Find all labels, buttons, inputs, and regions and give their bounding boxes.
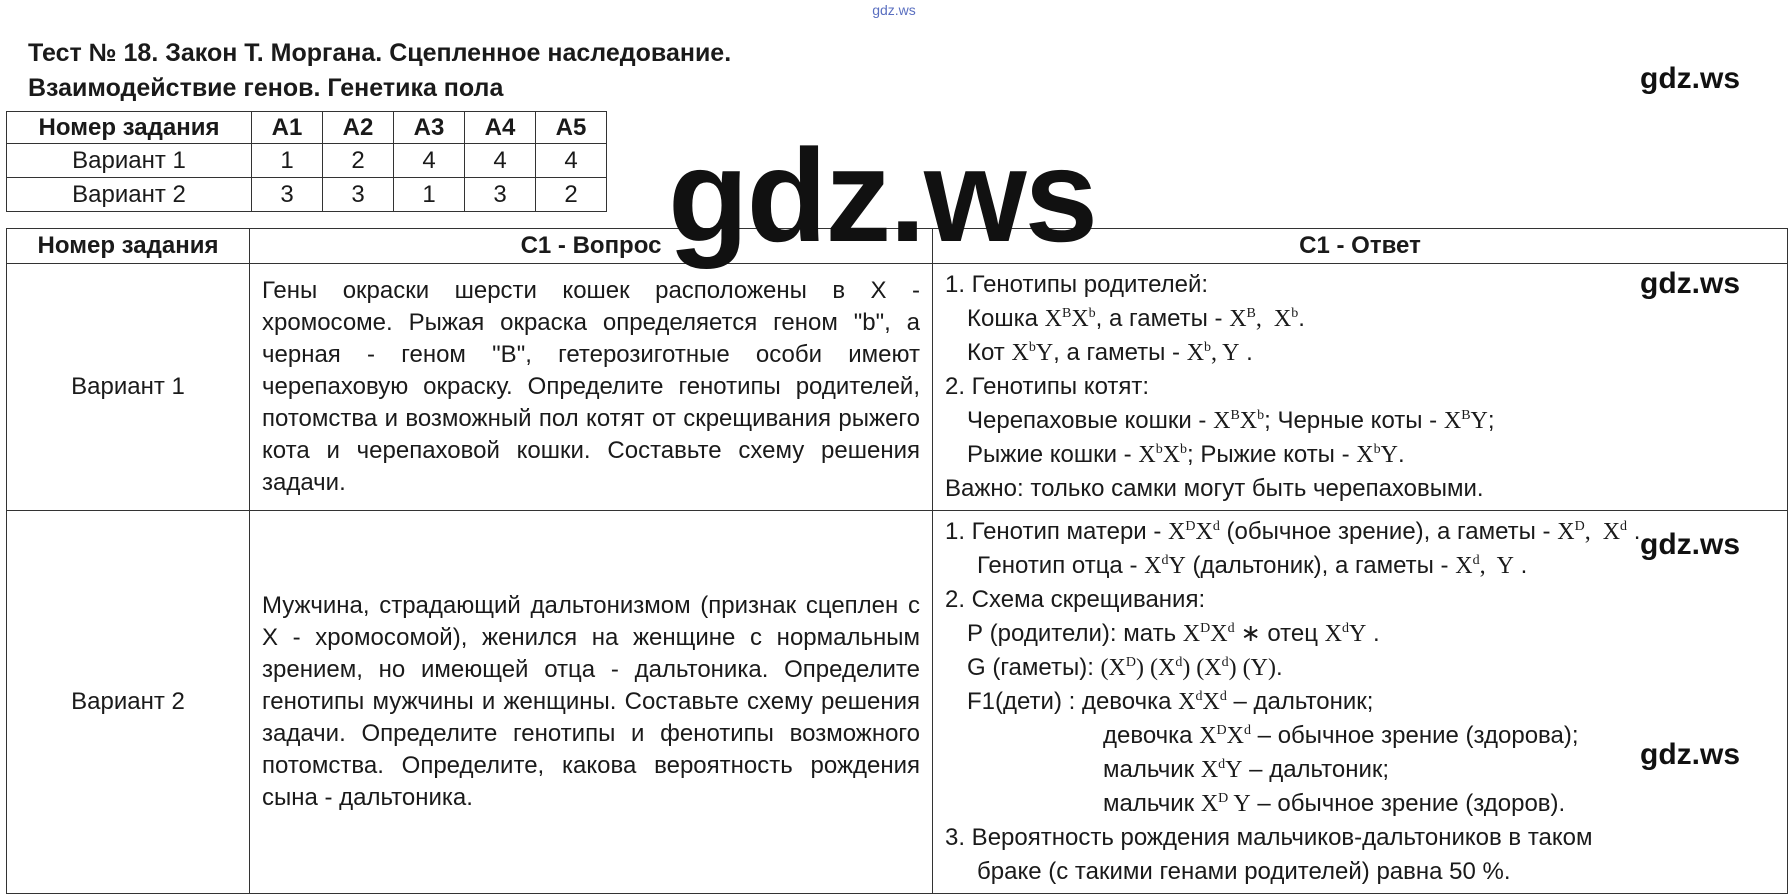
answer-line: браке (с такими генами родителей) равна 50 %.	[977, 858, 1511, 885]
watermark-side-2: gdz.ws	[1640, 267, 1741, 300]
watermark-large: gdz.ws	[668, 122, 1097, 269]
answers-cell: 2	[323, 144, 394, 178]
answers-cell: 3	[465, 178, 536, 212]
answer-line: Рыжие кошки - $X^bX^b$; Рыжие коты - $X^bY$.	[967, 441, 1405, 468]
c1-header-question: С1 - Вопрос	[250, 229, 933, 264]
answer-line: Кошка $X^BX^b$, а гаметы - $X^B$, $X^b$.	[967, 305, 1305, 332]
answer-line: 1. Генотипы родителей:	[945, 271, 1209, 298]
answer-line: 3. Вероятность рождения мальчиков-дальтоников в таком	[945, 824, 1593, 851]
variant-2-answer	[933, 511, 1788, 894]
answer-line: Черепаховые кошки - $X^BX^b$; Черные коты - $X^BY$;	[967, 407, 1495, 434]
page-title	[28, 36, 731, 106]
title-line-1: Тест № 18. Закон Т. Моргана. Сцепленное наследование.	[28, 39, 732, 67]
title-line-2: Взаимодействие генов. Генетика пола	[28, 74, 504, 102]
answer-line: 1. Генотип матери - $X^DX^d$ (обычное зрение), а гаметы - $X^D$, $X^d$ .	[945, 518, 1641, 545]
variant-2-label: Вариант 2	[7, 511, 250, 894]
c1-row-variant-2	[7, 511, 1788, 894]
answers-cell: 4	[394, 144, 465, 178]
answers-row-label: Вариант 1	[7, 144, 252, 178]
answers-col-a3: A3	[394, 112, 465, 144]
c1-row-variant-1	[7, 264, 1788, 511]
answer-line: 2. Схема скрещивания:	[945, 586, 1206, 613]
answer-line: G (гаметы): $(X^D)$ $(X^d)$ $(X^d)$ (Y).	[967, 654, 1283, 681]
watermark-top: gdz.ws	[872, 2, 916, 18]
answer-line: мальчик $X^D$ Y – обычное зрение (здоров).	[1103, 790, 1566, 817]
answers-cell: 3	[252, 178, 323, 212]
answers-row-label: Вариант 2	[7, 178, 252, 212]
c1-header-answer: С1 - Ответ	[933, 229, 1788, 264]
answer-line: Генотип отца - $X^dY$ (дальтоник), а гаметы - $X^d$, Y .	[977, 552, 1528, 579]
answers-cell: 3	[323, 178, 394, 212]
answer-line: девочка $X^DX^d$ – обычное зрение (здорова);	[1103, 722, 1579, 749]
answer-line: Р (родители): мать $X^DX^d$ ∗ отец $X^dY$ .	[967, 620, 1380, 647]
answers-col-a2: A2	[323, 112, 394, 144]
watermark-side-1: gdz.ws	[1640, 62, 1741, 95]
answers-table	[6, 111, 607, 212]
answers-col-a4: A4	[465, 112, 536, 144]
answers-cell: 1	[252, 144, 323, 178]
answers-cell: 4	[536, 144, 607, 178]
answers-header-label: Номер задания	[7, 112, 252, 144]
variant-1-label: Вариант 1	[7, 264, 250, 511]
answers-row-variant-2	[7, 178, 607, 212]
watermark-side-4: gdz.ws	[1640, 738, 1741, 771]
answers-cell: 2	[536, 178, 607, 212]
answers-row-variant-1	[7, 144, 607, 178]
watermark-side-3: gdz.ws	[1640, 528, 1741, 561]
answer-line: мальчик $X^dY$ – дальтоник;	[1103, 756, 1390, 783]
answers-cell: 4	[465, 144, 536, 178]
answer-line: F1(дети) : девочка $X^dX^d$ – дальтоник;	[967, 688, 1374, 715]
variant-2-question: Мужчина, страдающий дальтонизмом (признак сцеплен с Х - хромосомой), женился на женщине с нормальным зрением, но имеющей отца - дальтоника. Определите генотипы мужчины и женщины. Составьте схему решения задачи. Определите генотипы и фенотипы возможного потомства. Определите, какова вероятность рождения сына - дальтоника.	[250, 511, 933, 894]
c1-table	[6, 228, 1788, 894]
answers-col-a5: A5	[536, 112, 607, 144]
c1-header-number: Номер задания	[7, 229, 250, 264]
answer-line: 2. Генотипы котят:	[945, 373, 1150, 400]
answer-line: Кот $X^bY$, а гаметы - $X^b$, Y .	[967, 339, 1253, 366]
answers-header-row	[7, 112, 607, 144]
answers-cell: 1	[394, 178, 465, 212]
answer-line: Важно: только самки могут быть черепаховыми.	[945, 475, 1484, 502]
answers-col-a1: A1	[252, 112, 323, 144]
variant-1-question: Гены окраски шерсти кошек расположены в Х - хромосоме. Рыжая окраска определяется геном "b", а черная - геном "В", гетерозиготные особи имеют черепаховую окраску. Определите генотипы родителей, потомства и возможный пол котят от скрещивания рыжего кота и черепаховой кошки. Составьте схему решения задачи.	[250, 264, 933, 511]
